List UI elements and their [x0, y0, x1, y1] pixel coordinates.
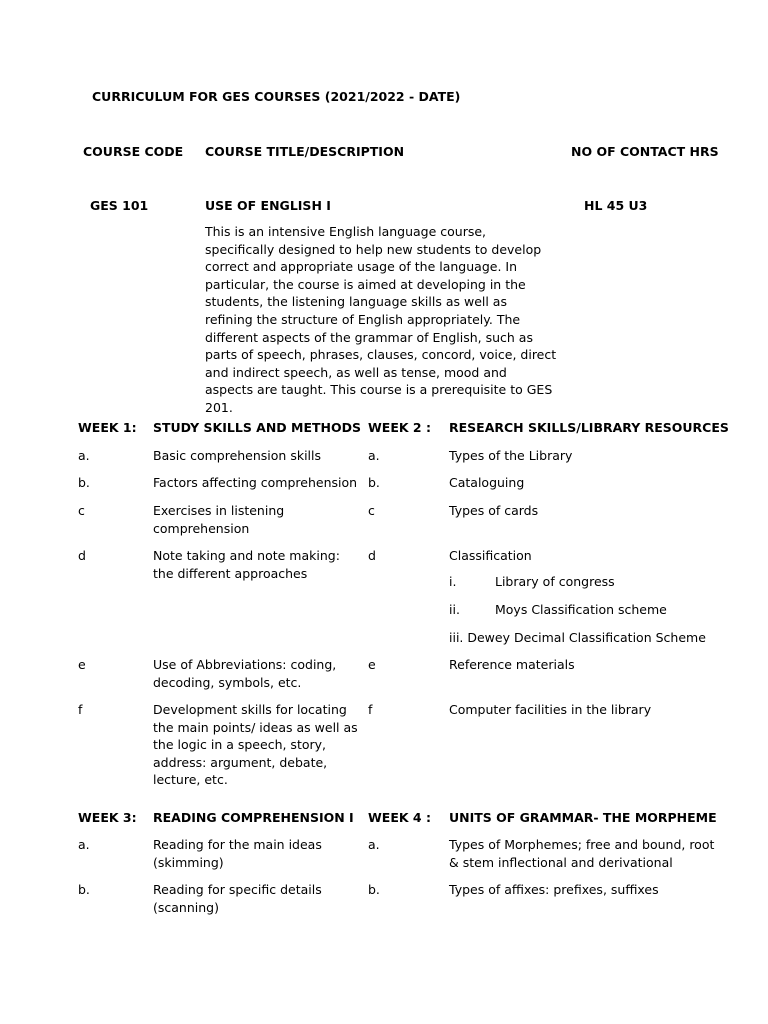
- week1-item-marker: a.: [78, 448, 90, 463]
- week2-item-text: Classification: [449, 548, 532, 563]
- week2-subitem-text: Library of congress: [495, 574, 615, 589]
- week2-item-marker: f: [368, 702, 373, 717]
- week2-subitem-marker: ii.: [449, 602, 460, 617]
- week1-item-text: Note taking and note making: the different approaches: [153, 548, 340, 581]
- header-course-title: COURSE TITLE/DESCRIPTION: [205, 144, 405, 159]
- week3-title: READING COMPREHENSION I: [153, 810, 354, 825]
- week3-item-text: Reading for specific details (scanning): [153, 882, 322, 915]
- week3-item-marker: a.: [78, 837, 90, 852]
- week1-item-marker: f: [78, 702, 83, 717]
- week2-label: WEEK 2 :: [368, 420, 431, 435]
- week1-title: STUDY SKILLS AND METHODS: [153, 420, 362, 435]
- week4-title: UNITS OF GRAMMAR- THE MORPHEME: [449, 810, 717, 825]
- week1-item-marker: d: [78, 548, 86, 563]
- course-code: GES 101: [90, 198, 149, 213]
- header-contact-hours: NO OF CONTACT HRS: [571, 144, 719, 159]
- week1-item-marker: c: [78, 503, 85, 518]
- week3-item-marker: b.: [78, 882, 90, 897]
- week2-item-text: Reference materials: [449, 657, 575, 672]
- course-description: This is an intensive English language course, specifically designed to help new students to develop correct and appropriate usage of the language. In particular, the course is aimed at developing in the students, the listening language skills as well as refining the structure of English appropriately. The different aspects of the grammar of English, such as parts of speech, phrases, clauses, concord, voice, direct and indirect speech, as well as tense, mood and aspects are taught. This course is a prerequisite to GES 201.: [205, 224, 557, 415]
- week1-item-text: Use of Abbreviations: coding, decoding, symbols, etc.: [153, 657, 337, 690]
- week2-subitem-text: Moys Classification scheme: [495, 602, 667, 617]
- week2-item-text: Cataloguing: [449, 475, 525, 490]
- week2-item-text: Types of cards: [449, 503, 539, 518]
- week2-subitem-marker: i.: [449, 574, 457, 589]
- week4-item-text: Types of affixes: prefixes, suffixes: [449, 882, 659, 897]
- week2-subitem-text: iii. Dewey Decimal Classification Scheme: [449, 630, 706, 645]
- week2-item-marker: d: [368, 548, 376, 563]
- week3-item-text: Reading for the main ideas (skimming): [153, 837, 322, 870]
- week1-item-text: Exercises in listening comprehension: [153, 503, 285, 536]
- week2-item-marker: c: [368, 503, 375, 518]
- week1-label: WEEK 1:: [78, 420, 137, 435]
- week4-item-marker: b.: [368, 882, 380, 897]
- week3-label: WEEK 3:: [78, 810, 137, 825]
- week1-item-marker: e: [78, 657, 86, 672]
- week2-item-marker: e: [368, 657, 376, 672]
- week2-title: RESEARCH SKILLS/LIBRARY RESOURCES: [449, 420, 729, 435]
- week2-item-marker: b.: [368, 475, 380, 490]
- week2-item-text: Types of the Library: [449, 448, 573, 463]
- week4-label: WEEK 4 :: [368, 810, 431, 825]
- week4-item-text: Types of Morphemes; free and bound, root & stem inflectional and derivational: [449, 837, 715, 870]
- week1-item-text: Factors affecting comprehension: [153, 475, 358, 490]
- course-hours: HL 45 U3: [584, 198, 648, 213]
- week1-item-marker: b.: [78, 475, 90, 490]
- week1-item-text: Basic comprehension skills: [153, 448, 321, 463]
- course-title: USE OF ENGLISH I: [205, 198, 331, 213]
- header-course-code: COURSE CODE: [83, 144, 184, 159]
- week1-item-text: Development skills for locating the main points/ ideas as well as the logic in a speech, story, address: argument, debate, lecture, etc.: [153, 702, 358, 787]
- week2-item-marker: a.: [368, 448, 380, 463]
- week2-item-text: Computer facilities in the library: [449, 702, 652, 717]
- document-title: CURRICULUM FOR GES COURSES (2021/2022 - DATE): [92, 89, 461, 104]
- week4-item-marker: a.: [368, 837, 380, 852]
